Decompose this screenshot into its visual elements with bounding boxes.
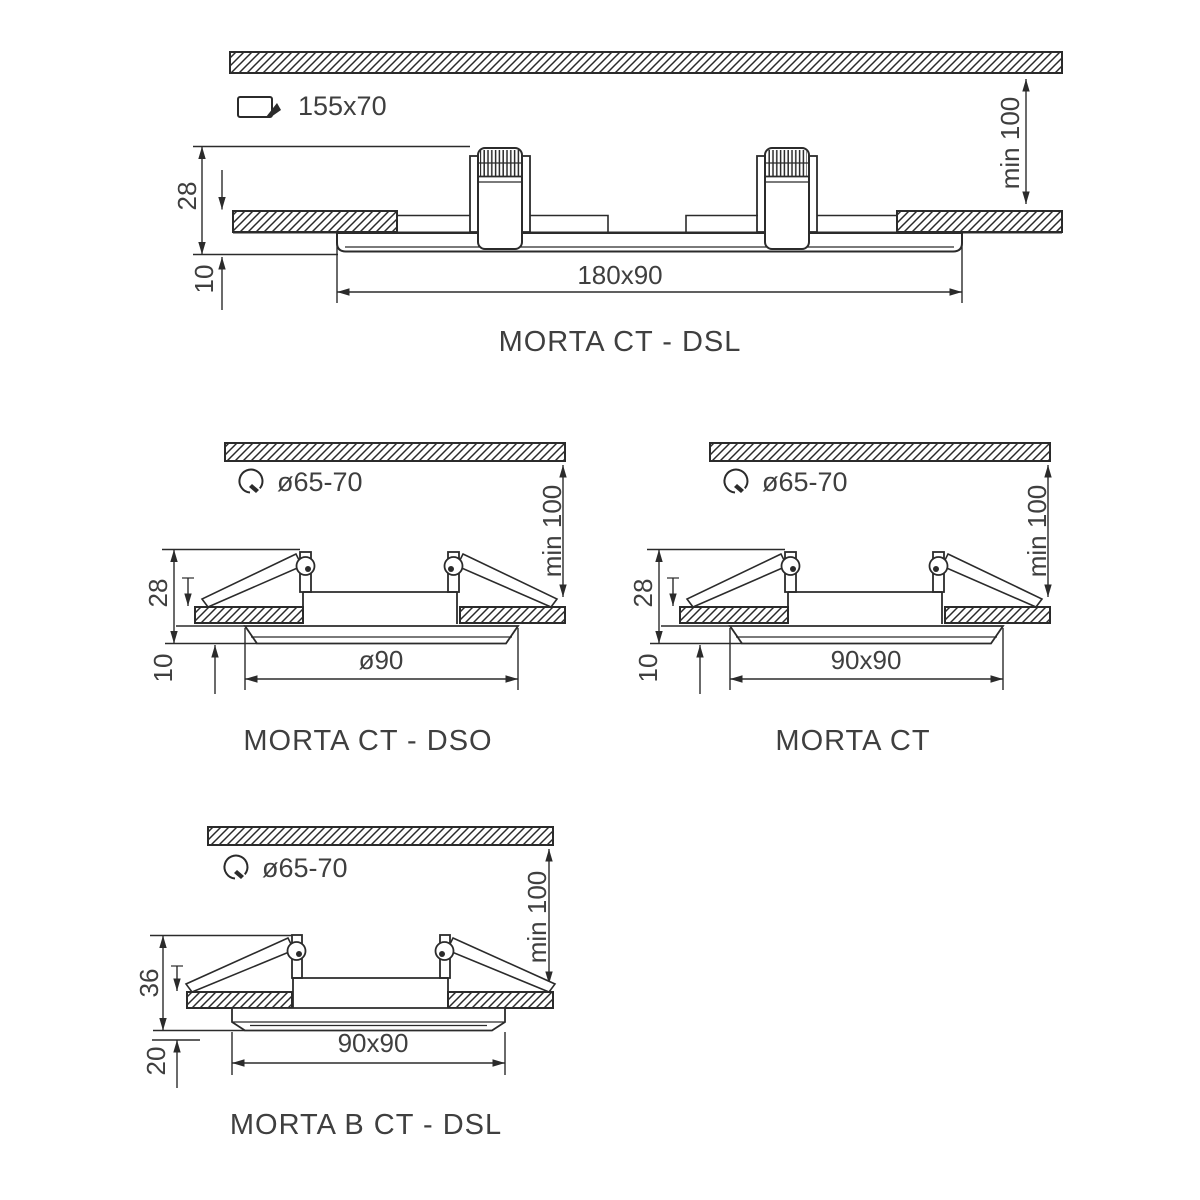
cutout-size-label: ø65-70: [762, 467, 848, 497]
width-label: 90x90: [830, 645, 902, 675]
pivot-left-pin: [296, 951, 302, 957]
height-label: 28: [628, 578, 658, 608]
height-label: 28: [172, 181, 202, 211]
product-title: MORTA B CT - DSL: [229, 1109, 503, 1141]
protrusion-label: 10: [189, 264, 219, 294]
diagram-morta-ct-dso: [143, 443, 567, 757]
diagram-morta-ct: [628, 443, 1052, 757]
pivot-left: [288, 942, 306, 960]
ceiling-slab-hatch: [710, 443, 1050, 461]
lamp-housing-body: [788, 592, 942, 624]
product-title: MORTA CT: [775, 725, 931, 757]
trim-bezel: [730, 626, 1003, 644]
min-clearance-label: min 100: [1022, 484, 1052, 578]
lamp-housing-body: [303, 592, 457, 624]
rectangular-cutout-icon: [238, 97, 281, 117]
panel-left-hatch: [233, 211, 397, 232]
width-label: ø90: [358, 645, 404, 675]
panel-right-hatch: [448, 992, 553, 1008]
pivot-left: [297, 557, 315, 575]
pivot-right: [930, 557, 948, 575]
cutout-size-label: ø65-70: [277, 467, 363, 497]
cutout-size-label: 155x70: [298, 91, 387, 121]
hole-cutout-icon: [239, 470, 262, 493]
pivot-right: [445, 557, 463, 575]
cutout-size-label: ø65-70: [262, 853, 348, 883]
panel-left-hatch: [195, 607, 303, 623]
hole-cutout-icon: [224, 856, 247, 879]
min-clearance-label: min 100: [537, 484, 567, 578]
lamp-housing-body: [293, 978, 448, 1008]
spring-arm-left: [202, 554, 302, 607]
pivot-left-pin: [790, 566, 796, 572]
product-title: MORTA CT - DSO: [243, 725, 493, 757]
pivot-right: [436, 942, 454, 960]
hole-cutout-icon: [724, 470, 747, 493]
diagram-morta-b-ct-dsl: [134, 827, 555, 1141]
fixture-flange-steps: [397, 216, 897, 233]
min-clearance-label: min 100: [995, 96, 1025, 190]
spring-arm-left: [687, 554, 787, 607]
panel-left-hatch: [187, 992, 292, 1008]
pivot-right-pin: [933, 566, 939, 572]
product-title: MORTA CT - DSL: [498, 326, 742, 358]
pivot-right-pin: [439, 951, 445, 957]
pivot-right-pin: [448, 566, 454, 572]
spring-clip-left: [470, 148, 530, 249]
trim-bezel: [245, 626, 518, 644]
diagram-morta-ct-dsl: [172, 52, 1062, 358]
panel-left-hatch: [680, 607, 788, 623]
width-label: 90x90: [337, 1028, 409, 1058]
width-label: 180x90: [577, 260, 663, 290]
protrusion-label: 20: [141, 1046, 171, 1076]
pivot-left: [782, 557, 800, 575]
spring-arm-left: [186, 938, 294, 992]
spring-clip-right: [757, 148, 817, 249]
ceiling-slab-hatch: [230, 52, 1062, 73]
panel-right-hatch: [460, 607, 565, 623]
min-clearance-label: min 100: [522, 870, 552, 964]
protrusion-label: 10: [633, 653, 663, 683]
pivot-left-pin: [305, 566, 311, 572]
height-label: 28: [143, 578, 173, 608]
ceiling-slab-hatch: [208, 827, 553, 845]
panel-right-hatch: [945, 607, 1050, 623]
trim-bezel: [337, 233, 962, 252]
protrusion-label: 10: [148, 653, 178, 683]
height-label: 36: [134, 968, 164, 998]
ceiling-slab-hatch: [225, 443, 565, 461]
panel-right-hatch: [897, 211, 1062, 232]
